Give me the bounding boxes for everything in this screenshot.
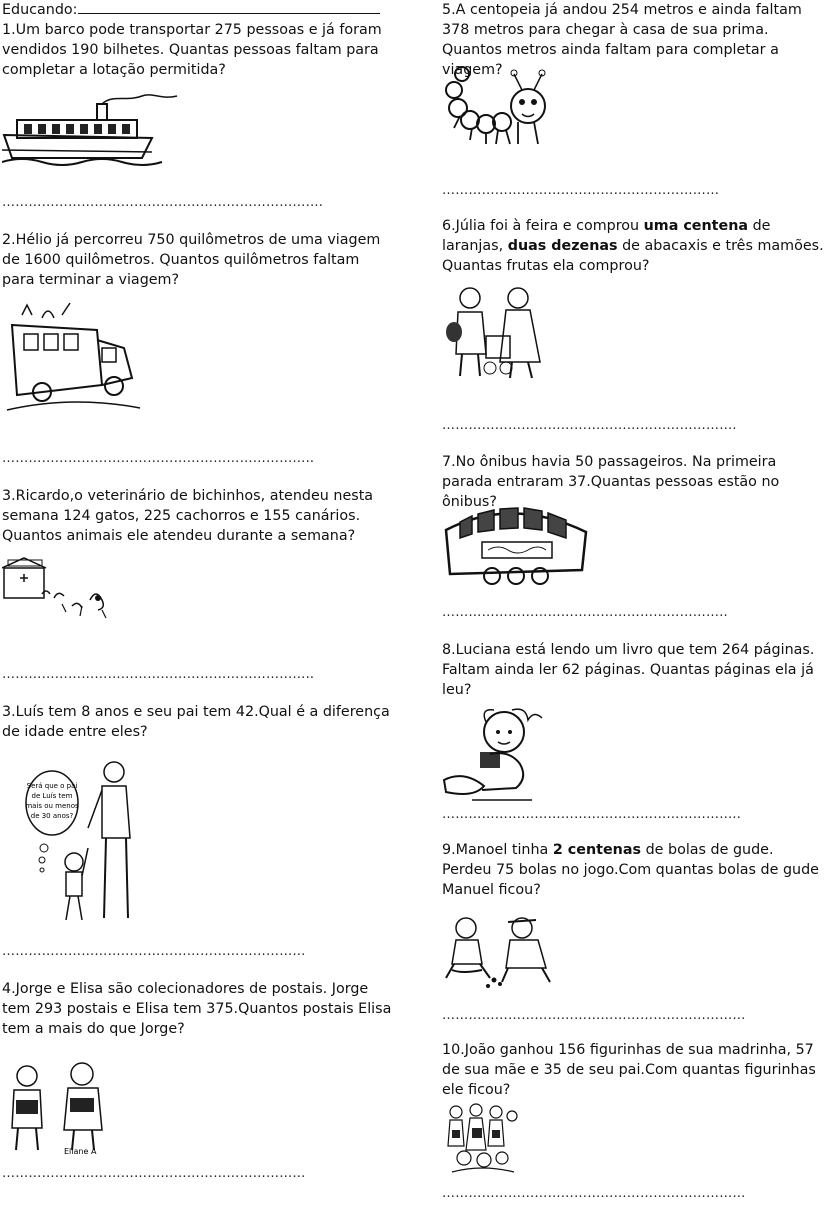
collectors-illustration bbox=[2, 1058, 122, 1158]
question-2: 2.Hélio já percorreu 750 quilômetros de uma viagem de 1600 quilômetros. Quantos quilômetros faltam para terminar a viagem? bbox=[2, 232, 381, 288]
marbles-players-illustration bbox=[442, 912, 562, 992]
q7-bold-1: uma centena bbox=[643, 218, 749, 234]
father-son-illustration bbox=[2, 758, 142, 928]
q7-part-3: de abacaxis e três mamões. Quantas frutas ela comprou? bbox=[442, 238, 824, 274]
question-5: 4.Jorge e Elisa são colecionadores de postais. Jorge tem 293 postais e Elisa tem 375.Quantos postais Elisa tem a mais do que Jorge? bbox=[2, 981, 392, 1037]
student-name-label: Educando: bbox=[2, 2, 78, 18]
question-1: 1.Um barco pode transportar 275 pessoas e já foram vendidos 190 bilhetes. Quantas pessoas faltam para completar a lotação permitida? bbox=[2, 22, 382, 78]
answer-line-3[interactable]: …………………………………………………………….. bbox=[2, 667, 315, 682]
answer-line-6[interactable]: ……………………………………………………… bbox=[442, 183, 720, 198]
boat-illustration bbox=[2, 90, 182, 170]
bubble-line-3: mais ou menos bbox=[25, 802, 79, 810]
question-6: 5.A centopeia já andou 254 metros e ainda faltam 378 metros para chegar à casa de sua prima. Quantos metros ainda faltam para completar a viagem? bbox=[442, 2, 802, 78]
answer-line-5[interactable]: …………………………………………………………… bbox=[2, 1166, 306, 1181]
answer-line-9[interactable]: ………………………………………………………….. bbox=[442, 807, 742, 822]
question-4: 3.Luís tem 8 anos e seu pai tem 42.Qual é a diferença de idade entre eles? bbox=[2, 704, 390, 740]
bubble-line-1: Será que o pai bbox=[26, 782, 78, 790]
vet-clinic-illustration bbox=[2, 556, 127, 624]
answer-line-1[interactable]: ………………………………………………………………. bbox=[2, 195, 324, 210]
q10-part-1: 9.Manoel tinha bbox=[442, 842, 553, 858]
question-10 bbox=[442, 840, 826, 900]
answer-line-11[interactable]: …………………………………………………………… bbox=[442, 1186, 746, 1201]
q10-part-2: de bolas de gude. Perdeu 75 bolas no jogo.Com quantas bolas de gude Manuel ficou? bbox=[442, 842, 819, 898]
market-couple-illustration bbox=[442, 284, 552, 384]
answer-line-8[interactable]: ……………………………………………………….. bbox=[442, 605, 728, 620]
family-illustration bbox=[442, 1102, 522, 1177]
bubble-line-4: de 30 anos? bbox=[30, 812, 74, 820]
question-8: 7.No ônibus havia 50 passageiros. Na primeira parada entraram 37.Quantas pessoas estão no ônibus? bbox=[442, 454, 780, 510]
centipede-illustration bbox=[442, 62, 562, 157]
student-name-line[interactable] bbox=[78, 1, 380, 14]
q10-bold-1: 2 centenas bbox=[552, 842, 642, 858]
girl-reading-illustration bbox=[442, 704, 552, 804]
answer-line-2[interactable]: …………………………………………………………….. bbox=[2, 451, 315, 466]
illustrator-signature: Eliane A bbox=[64, 1147, 97, 1156]
answer-line-7[interactable]: …………………………………………………………. bbox=[442, 418, 737, 433]
q7-bold-2: duas dezenas bbox=[507, 238, 618, 254]
answer-line-10[interactable]: …………………………………………………………… bbox=[442, 1008, 746, 1023]
truck-illustration bbox=[2, 300, 142, 415]
question-9: 8.Luciana está lendo um livro que tem 264 páginas. Faltam ainda ler 62 páginas. Quantas páginas ela já leu? bbox=[442, 642, 815, 698]
question-7 bbox=[442, 216, 826, 276]
q7-part-2: de laranjas, bbox=[442, 218, 771, 254]
bus-illustration bbox=[442, 500, 592, 590]
question-3: 3.Ricardo,o veterinário de bichinhos, atendeu nesta semana 124 gatos, 225 cachorros e 155 canários. Quantos animais ele atendeu durante a semana? bbox=[2, 488, 374, 544]
bubble-line-2: de Luís tem bbox=[31, 792, 73, 800]
q7-part-1: 6.Júlia foi à feira e comprou bbox=[442, 218, 644, 234]
answer-line-4[interactable]: …………………………………………………………… bbox=[2, 944, 306, 959]
question-11: 10.João ganhou 156 figurinhas de sua madrinha, 57 de sua mãe e 35 de seu pai.Com quantas figurinhas ele ficou? bbox=[442, 1042, 816, 1098]
student-name-header bbox=[2, 0, 380, 20]
